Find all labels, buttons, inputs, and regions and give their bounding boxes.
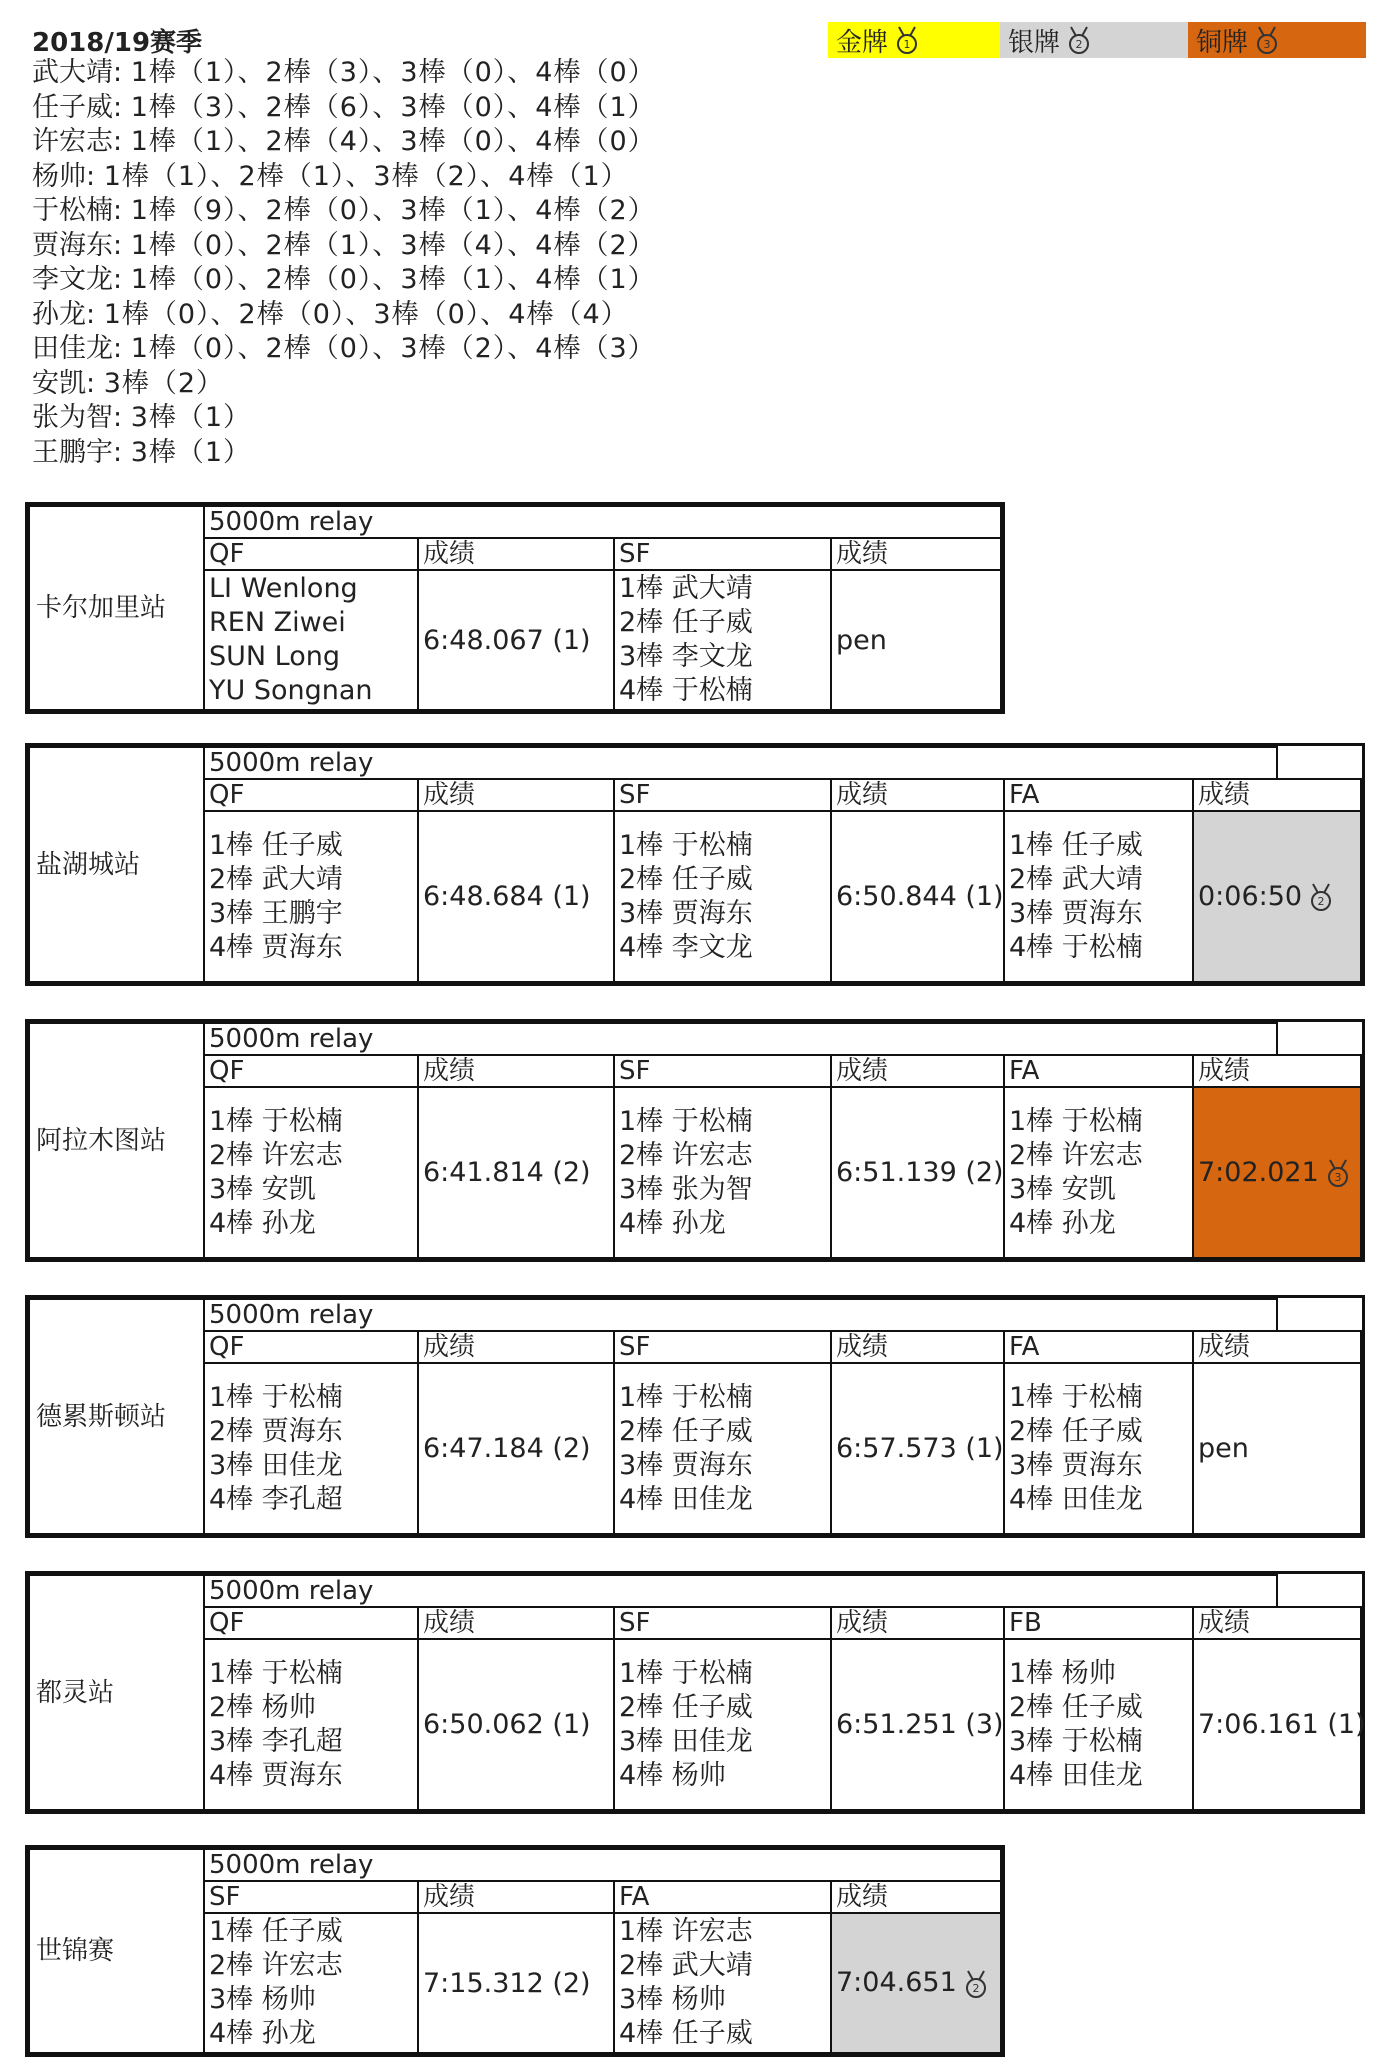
lineup-line: 4棒 贾海东 (209, 1759, 343, 1791)
station-name: 阿拉木图站 (29, 1023, 204, 1258)
lineup-line: 2棒 许宏志 (209, 1950, 343, 1981)
athlete-name: 贾海东: (32, 229, 123, 261)
round-label: SF (614, 1607, 831, 1639)
lineup-line: 1棒 许宏志 (619, 1916, 753, 1947)
lineup-line: SUN Long (209, 641, 341, 672)
result-time: 6:51.139 (2) (831, 1087, 1004, 1258)
result-label: 成绩 (831, 1055, 1004, 1087)
athlete-name: 田佳龙: (32, 333, 123, 364)
lineup-line: 2棒 任子威 (1009, 1415, 1143, 1447)
event-calgary (25, 502, 1005, 714)
lineup (614, 1363, 831, 1534)
leg-counts: 1棒（0）、2棒（0）、3棒（1）、4棒（1） (130, 264, 656, 295)
leg-counts: 3棒（1） (130, 402, 252, 433)
lineup-line: 4棒 任子威 (619, 2018, 753, 2049)
athlete-name: 于松楠: (32, 195, 123, 226)
relay-label: 5000m relay (204, 1575, 1277, 1607)
silver-medal-icon (1064, 25, 1094, 55)
leg-counts: 3棒（2） (103, 367, 225, 399)
leg-counts: 3棒（1） (130, 436, 252, 468)
lineup-line: 1棒 于松楠 (1009, 1381, 1143, 1413)
lineup-line: 4棒 孙龙 (619, 1207, 726, 1239)
station-name: 世锦赛 (29, 1849, 204, 2053)
stat-row (32, 401, 656, 436)
result-time: 6:51.251 (3) (831, 1639, 1004, 1810)
result-time-medal (1193, 811, 1361, 982)
lineup-line: 3棒 田佳龙 (209, 1449, 343, 1481)
result-label: 成绩 (418, 1055, 614, 1087)
relay-label: 5000m relay (204, 1023, 1277, 1055)
legend-gold-label: 金牌 (836, 27, 889, 58)
lineup-line: 1棒 于松楠 (619, 1381, 753, 1413)
lineup-line: LI Wenlong (209, 573, 358, 604)
stat-row (32, 125, 656, 160)
round-label: QF (204, 1331, 418, 1363)
leg-counts: 1棒（0）、2棒（0）、3棒（0）、4棒（4） (103, 298, 629, 330)
result-label: 成绩 (831, 1881, 1001, 1913)
lineup-line: 2棒 武大靖 (1009, 863, 1143, 895)
athlete-name: 杨帅: (32, 160, 96, 192)
lineup-line: 2棒 任子威 (619, 1415, 753, 1447)
legend-gold (828, 22, 1000, 58)
round-label: SF (614, 779, 831, 811)
lineup-line: 4棒 孙龙 (209, 2018, 316, 2049)
lineup-line: 2棒 武大靖 (619, 1950, 753, 1981)
result-label: 成绩 (1193, 1607, 1361, 1639)
round-label: SF (614, 538, 831, 570)
event-dresden (25, 1295, 1365, 1538)
leg-counts: 1棒（1）、2棒（1）、3棒（2）、4棒（1） (103, 160, 629, 192)
athlete-name: 王鹏宇: (32, 436, 123, 468)
result-time: 7:06.161 (1) (1193, 1639, 1361, 1810)
lineup-line: REN Ziwei (209, 607, 346, 638)
result-label: 成绩 (1193, 1331, 1361, 1363)
lineup-line: 4棒 田佳龙 (1009, 1483, 1143, 1515)
lineup (204, 570, 418, 710)
lineup-line: 1棒 杨帅 (1009, 1657, 1116, 1689)
result-time-medal (831, 1913, 1001, 2053)
lineup-line: 4棒 田佳龙 (1009, 1759, 1143, 1791)
event-turin (25, 1571, 1365, 1814)
lineup-line: 4棒 于松楠 (1009, 931, 1143, 963)
lineup-line: 1棒 任子威 (209, 1916, 343, 1947)
stat-row (32, 263, 656, 298)
result-label: 成绩 (831, 779, 1004, 811)
lineup (614, 811, 831, 982)
athlete-name: 孙龙: (32, 298, 96, 330)
lineup-line: 1棒 任子威 (209, 829, 343, 861)
round-label: FB (1004, 1607, 1193, 1639)
relay-label: 5000m relay (204, 506, 1001, 538)
lineup (204, 1913, 418, 2053)
leg-counts: 1棒（0）、2棒（0）、3棒（2）、4棒（3） (130, 333, 656, 364)
lineup-line: 1棒 于松楠 (209, 1381, 343, 1413)
lineup (204, 811, 418, 982)
lineup-line: 3棒 李文龙 (619, 641, 753, 672)
lineup-line: 3棒 贾海东 (1009, 897, 1143, 929)
result-label: 成绩 (831, 1331, 1004, 1363)
lineup-line: 3棒 贾海东 (619, 1449, 753, 1481)
relay-position-stats (32, 56, 656, 470)
lineup (204, 1087, 418, 1258)
lineup-line: 4棒 杨帅 (619, 1759, 726, 1791)
lineup-line: 3棒 于松楠 (1009, 1725, 1143, 1757)
svg-text:3: 3 (1263, 38, 1271, 51)
leg-counts: 1棒（9）、2棒（0）、3棒（1）、4棒（2） (130, 195, 656, 226)
lineup-line: 4棒 孙龙 (209, 1207, 316, 1239)
result-time: 6:50.062 (1) (418, 1639, 614, 1810)
round-label: FA (1004, 1331, 1193, 1363)
season-title: 2018/19赛季 (32, 28, 203, 58)
result-label: 成绩 (418, 1881, 614, 1913)
result-label: 成绩 (831, 1607, 1004, 1639)
round-label: QF (204, 779, 418, 811)
relay-label: 5000m relay (204, 1299, 1277, 1331)
round-label: FA (1004, 1055, 1193, 1087)
lineup (614, 1087, 831, 1258)
result-time: 6:48.684 (1) (418, 811, 614, 982)
lineup (614, 570, 831, 710)
legend-bronze (1188, 22, 1366, 58)
result-time: 6:47.184 (2) (418, 1363, 614, 1534)
lineup (614, 1913, 831, 2053)
event-world-championships (25, 1845, 1005, 2057)
event-almaty (25, 1019, 1365, 1262)
lineup-line: 2棒 杨帅 (209, 1691, 316, 1723)
result-time: 7:04.651 (836, 1967, 957, 1999)
result-time: 6:41.814 (2) (418, 1087, 614, 1258)
result-time: pen (1193, 1363, 1361, 1534)
stat-row (32, 91, 656, 126)
legend-bronze-label: 铜牌 (1196, 27, 1249, 58)
lineup-line: 3棒 王鹏宇 (209, 897, 343, 929)
result-label: 成绩 (418, 1607, 614, 1639)
result-time: 6:50.844 (1) (831, 811, 1004, 982)
lineup-line: 4棒 田佳龙 (619, 1483, 753, 1515)
round-label: SF (614, 1055, 831, 1087)
gold-medal-icon (892, 25, 922, 55)
leg-counts: 1棒（1）、2棒（4）、3棒（0）、4棒（0） (130, 126, 656, 157)
medal-legend (828, 22, 1366, 58)
result-label: 成绩 (831, 538, 1001, 570)
athlete-name: 安凯: (32, 367, 96, 399)
lineup-line: 2棒 武大靖 (209, 863, 343, 895)
lineup-line: 1棒 于松楠 (619, 1105, 753, 1137)
lineup-line: 3棒 李孔超 (209, 1725, 343, 1757)
legend-silver-label: 银牌 (1008, 27, 1061, 58)
stat-row (32, 194, 656, 229)
relay-label: 5000m relay (204, 1849, 1001, 1881)
lineup-line: 2棒 许宏志 (1009, 1139, 1143, 1171)
event-salt-lake-city (25, 743, 1365, 986)
station-name: 德累斯顿站 (29, 1299, 204, 1534)
lineup-line: 4棒 李孔超 (209, 1483, 343, 1515)
silver-medal-icon (1306, 882, 1336, 912)
round-label: QF (204, 1055, 418, 1087)
lineup-line: 3棒 安凯 (1009, 1173, 1116, 1205)
round-label: SF (614, 1331, 831, 1363)
result-time: 7:02.021 (1198, 1156, 1319, 1188)
lineup-line: 2棒 贾海东 (209, 1415, 343, 1447)
lineup-line: 3棒 杨帅 (209, 1984, 316, 2015)
round-label: QF (204, 538, 418, 570)
station-name: 卡尔加里站 (29, 506, 204, 710)
station-name: 盐湖城站 (29, 747, 204, 982)
lineup-line: 4棒 贾海东 (209, 931, 343, 963)
lineup-line: 1棒 于松楠 (619, 829, 753, 861)
svg-text:2: 2 (1317, 895, 1325, 909)
athlete-name: 张为智: (32, 402, 123, 433)
bronze-medal-icon (1252, 25, 1282, 55)
relay-label: 5000m relay (204, 747, 1277, 779)
legend-silver (1000, 22, 1188, 58)
lineup-line: 1棒 于松楠 (209, 1657, 343, 1689)
lineup-line: 1棒 任子威 (1009, 829, 1143, 861)
lineup-line: 3棒 张为智 (619, 1173, 753, 1205)
lineup-line: 4棒 李文龙 (619, 931, 753, 963)
stat-row (32, 298, 656, 333)
result-label: 成绩 (418, 1331, 614, 1363)
leg-counts: 1棒（3）、2棒（6）、3棒（0）、4棒（1） (130, 91, 656, 123)
lineup-line: 1棒 武大靖 (619, 573, 753, 604)
stat-row (32, 56, 656, 91)
lineup-line: 1棒 于松楠 (619, 1657, 753, 1689)
svg-text:2: 2 (972, 1981, 980, 1995)
result-time: pen (831, 570, 1001, 710)
stat-row (32, 367, 656, 402)
athlete-name: 李文龙: (32, 264, 123, 295)
lineup (614, 1639, 831, 1810)
lineup-line: 2棒 任子威 (1009, 1691, 1143, 1723)
result-label: 成绩 (1193, 779, 1361, 811)
result-time: 7:15.312 (2) (418, 1913, 614, 2053)
lineup-line: 2棒 许宏志 (619, 1139, 753, 1171)
round-label: FA (614, 1881, 831, 1913)
lineup-line: 2棒 任子威 (619, 1691, 753, 1723)
lineup (1004, 811, 1193, 982)
lineup-line: 1棒 于松楠 (1009, 1105, 1143, 1137)
result-time: 0:06:50 (1198, 880, 1303, 912)
lineup-line: 2棒 许宏志 (209, 1139, 343, 1171)
lineup-line: 4棒 孙龙 (1009, 1207, 1116, 1239)
lineup-line: 3棒 贾海东 (619, 897, 753, 929)
svg-text:3: 3 (1334, 1171, 1342, 1185)
stat-row (32, 160, 656, 195)
lineup-line: 3棒 田佳龙 (619, 1725, 753, 1757)
lineup-line: 2棒 任子威 (619, 863, 753, 895)
lineup (204, 1639, 418, 1810)
athlete-name: 任子威: (32, 91, 123, 123)
lineup-line: 3棒 安凯 (209, 1173, 316, 1205)
result-time: 6:57.573 (1) (831, 1363, 1004, 1534)
station-name: 都灵站 (29, 1575, 204, 1810)
svg-text:2: 2 (1075, 38, 1083, 51)
lineup-line: 4棒 于松楠 (619, 675, 753, 706)
stat-row (32, 332, 656, 367)
lineup-line: YU Songnan (209, 675, 373, 706)
lineup (204, 1363, 418, 1534)
result-label: 成绩 (1193, 1055, 1361, 1087)
athlete-name: 武大靖: (32, 57, 123, 88)
silver-medal-icon (961, 1969, 991, 1999)
leg-counts: 1棒（0）、2棒（1）、3棒（4）、4棒（2） (130, 229, 656, 261)
stat-row (32, 436, 656, 471)
lineup-line: 1棒 于松楠 (209, 1105, 343, 1137)
result-time: 6:48.067 (1) (418, 570, 614, 710)
athlete-name: 许宏志: (32, 126, 123, 157)
round-label: FA (1004, 779, 1193, 811)
result-time-medal (1193, 1087, 1361, 1258)
lineup-line: 3棒 贾海东 (1009, 1449, 1143, 1481)
svg-text:1: 1 (903, 38, 911, 51)
lineup (1004, 1639, 1193, 1810)
lineup (1004, 1087, 1193, 1258)
leg-counts: 1棒（1）、2棒（3）、3棒（0）、4棒（0） (130, 57, 656, 88)
bronze-medal-icon (1323, 1158, 1353, 1188)
result-label: 成绩 (418, 538, 614, 570)
stat-row (32, 229, 656, 264)
result-label: 成绩 (418, 779, 614, 811)
lineup-line: 2棒 任子威 (619, 607, 753, 638)
lineup-line: 3棒 杨帅 (619, 1984, 726, 2015)
lineup (1004, 1363, 1193, 1534)
round-label: QF (204, 1607, 418, 1639)
round-label: SF (204, 1881, 418, 1913)
